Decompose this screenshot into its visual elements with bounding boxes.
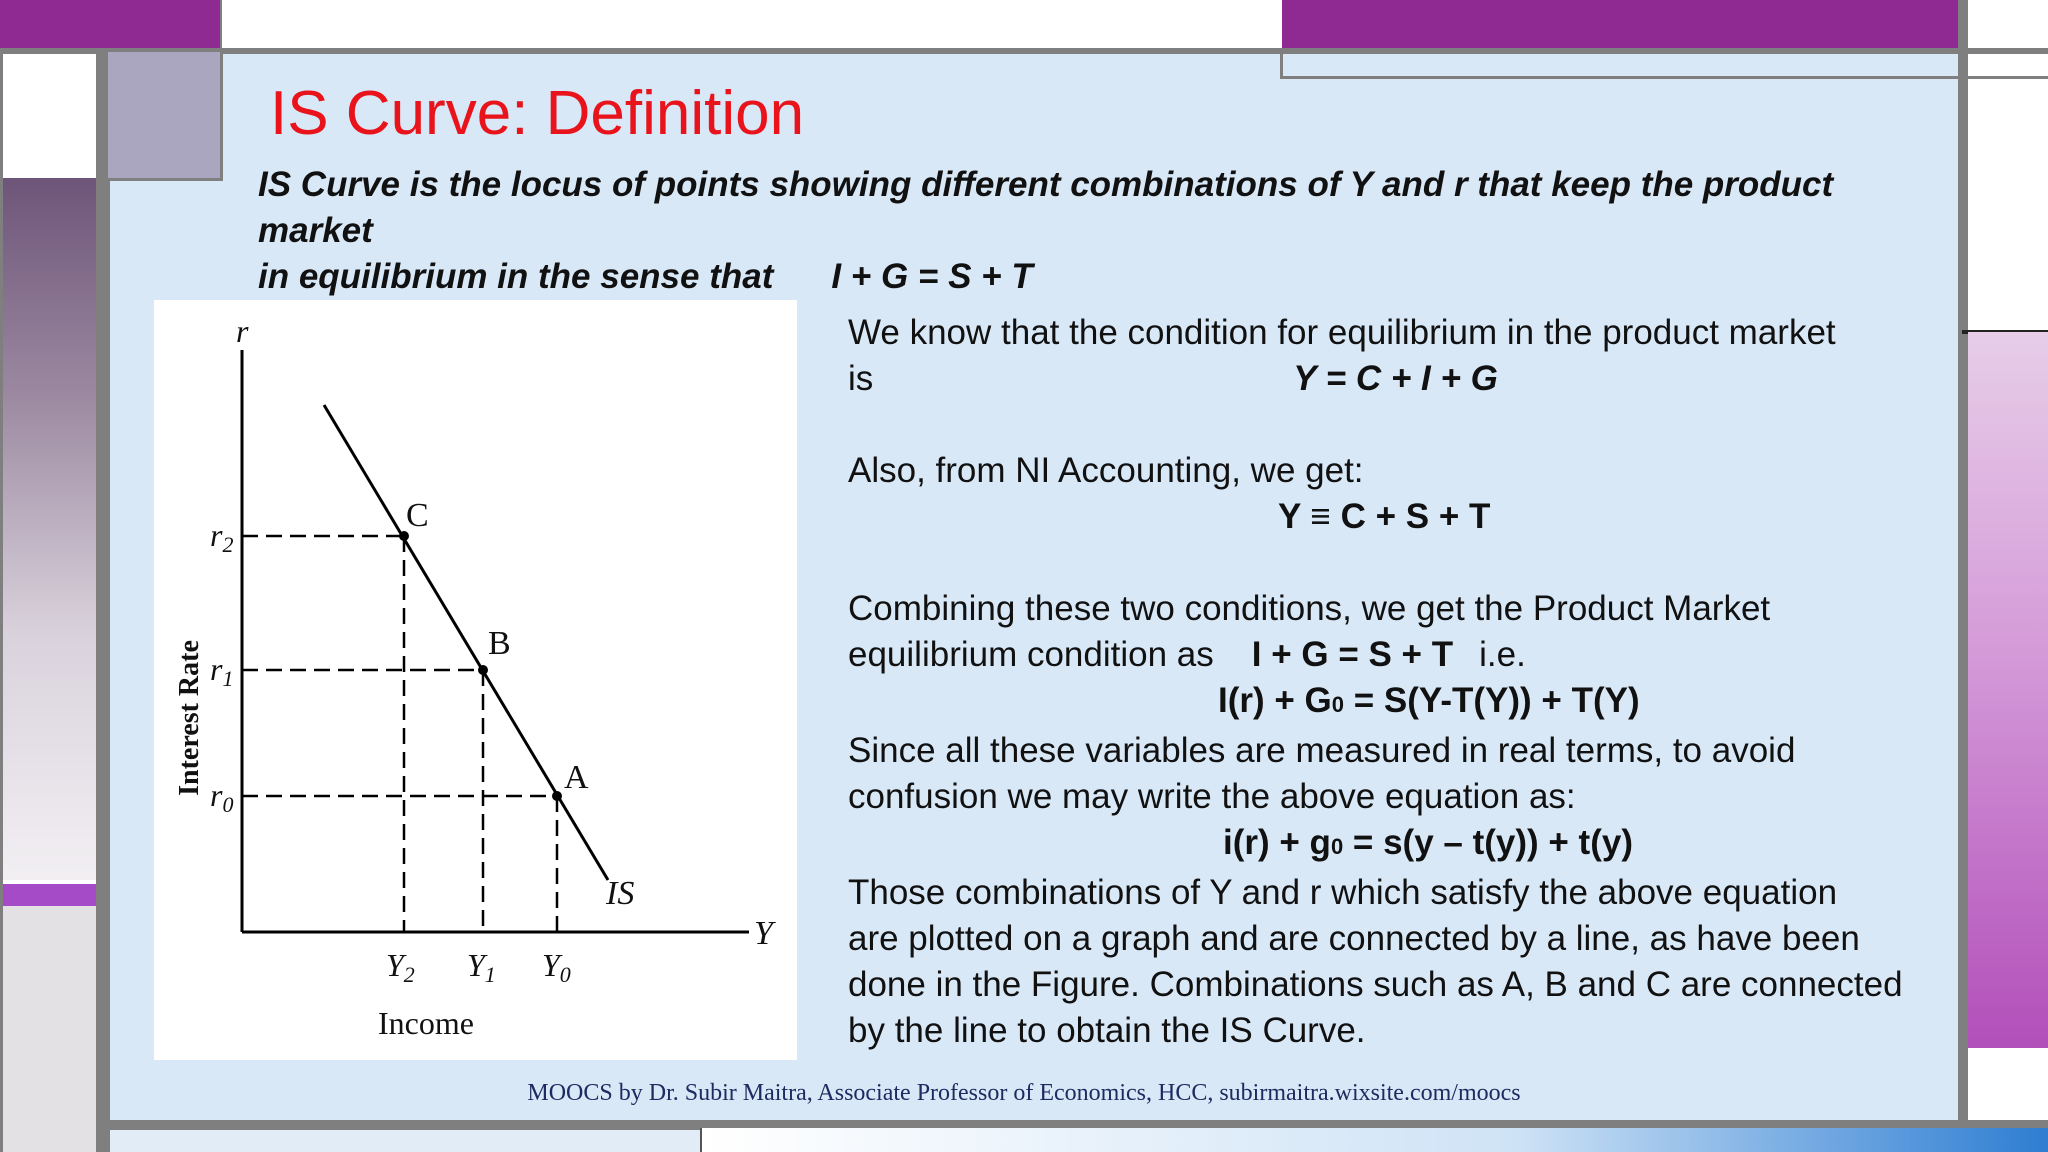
p2-line-1: Also, from NI Accounting, we get: [848,451,1364,490]
tick-y2: Y2 [386,947,415,987]
x-axis-symbol: Y [754,915,773,952]
definition-line-2-text: in equilibrium in the sense that [258,257,774,296]
definition-text [258,162,1898,300]
equation-real-sub: 0 [1330,834,1344,859]
decor-left-bottom [0,906,96,1152]
p1-line-1: We know that the condition for equilibrium in the product market [848,313,1836,352]
p3-line-2-text: equilibrium condition as [848,635,1214,674]
tick-r1: r1 [210,651,234,691]
equation-igst: I + G = S + T [1251,635,1454,674]
tick-y0: Y0 [542,947,571,987]
decor-left-strip [0,884,102,906]
equation-nominal-sub: 0 [1331,692,1345,717]
spacer [848,402,1908,448]
definition-line-2 [258,254,1898,300]
slide-footer: MOOCS by Dr. Subir Maitra, Associate Professor of Economics, HCC, subirmaitra.wixsite.com/moocs [527,1080,1521,1106]
slide-title: IS Curve: Definition [270,79,805,148]
p1-line-2 [848,356,1908,402]
p3-line-2-tail: i.e. [1479,635,1526,674]
p4-line-2: confusion we may write the above equation as: [848,777,1576,816]
point-a-marker [552,791,562,801]
definition-line-1: IS Curve is the locus of points showing different combinations of Y and r that keep the product market [258,165,1834,250]
top-white-box [220,0,1284,48]
p5-line-2: are plotted on a graph and are connected by a line, as have been [848,919,1860,958]
is-curve-label: IS [606,875,635,912]
decor-bottom-left [110,1130,700,1152]
equation-y-cst: Y ≡ C + S + T [1278,497,1491,536]
p4-line-1: Since all these variables are measured in real terms, to avoid [848,731,1796,770]
decor-right-line [1958,0,1968,1152]
equation-nominal-a: I(r) + G [1218,681,1332,720]
p3-line-1: Combining these two conditions, we get the Product Market [848,589,1771,628]
point-a-label: A [564,759,589,796]
definition-equation: I + G = S + T [831,257,1033,296]
equation-nominal-b: = S(Y-T(Y)) + T(Y) [1344,681,1640,720]
spacer [848,540,1908,586]
is-curve-line [324,405,608,880]
equation-real-b: = s(y – t(y)) + t(y) [1343,823,1633,862]
equation-real-a: i(r) + g [1223,823,1331,862]
explanation-text [848,310,1908,1054]
x-axis-label: Income [378,1005,474,1041]
point-b-label: B [488,625,511,662]
decor-bar-top-right [1282,0,1960,50]
point-c-label: C [406,497,429,534]
tick-y1: Y1 [467,947,496,987]
y-axis-label: Interest Rate [174,640,205,796]
p5-line-3: done in the Figure. Combinations such as A, B and C are connected [848,965,1903,1004]
tick-r0: r0 [210,777,234,817]
is-curve-figure [154,300,797,1060]
decor-bar-top-left [0,0,220,50]
y-axis-symbol: r [236,313,249,349]
decor-gray-square [108,52,223,181]
p5-line-1: Those combinations of Y and r which satisfy the above equation [848,873,1838,912]
p1-line-2-text: is [848,359,874,398]
p3-line-2 [848,632,1908,678]
decor-left-thin-line [0,50,3,1152]
is-curve-diagram [154,300,797,1060]
decor-bottom-gradient [700,1128,2048,1152]
decor-right-gradient [1968,332,2048,1048]
equation-y-cig: Y = C + I + G [1293,359,1498,398]
point-b-marker [478,665,488,675]
decor-left-gradient [0,178,96,880]
decor-left-line [96,50,110,1152]
tick-r2: r2 [210,517,234,557]
decor-top-right-outline [1280,50,2048,79]
equation-nominal [848,678,1908,728]
equation-real [848,820,1908,870]
guide-lines [242,536,557,932]
p5-line-4: by the line to obtain the IS Curve. [848,1011,1366,1050]
